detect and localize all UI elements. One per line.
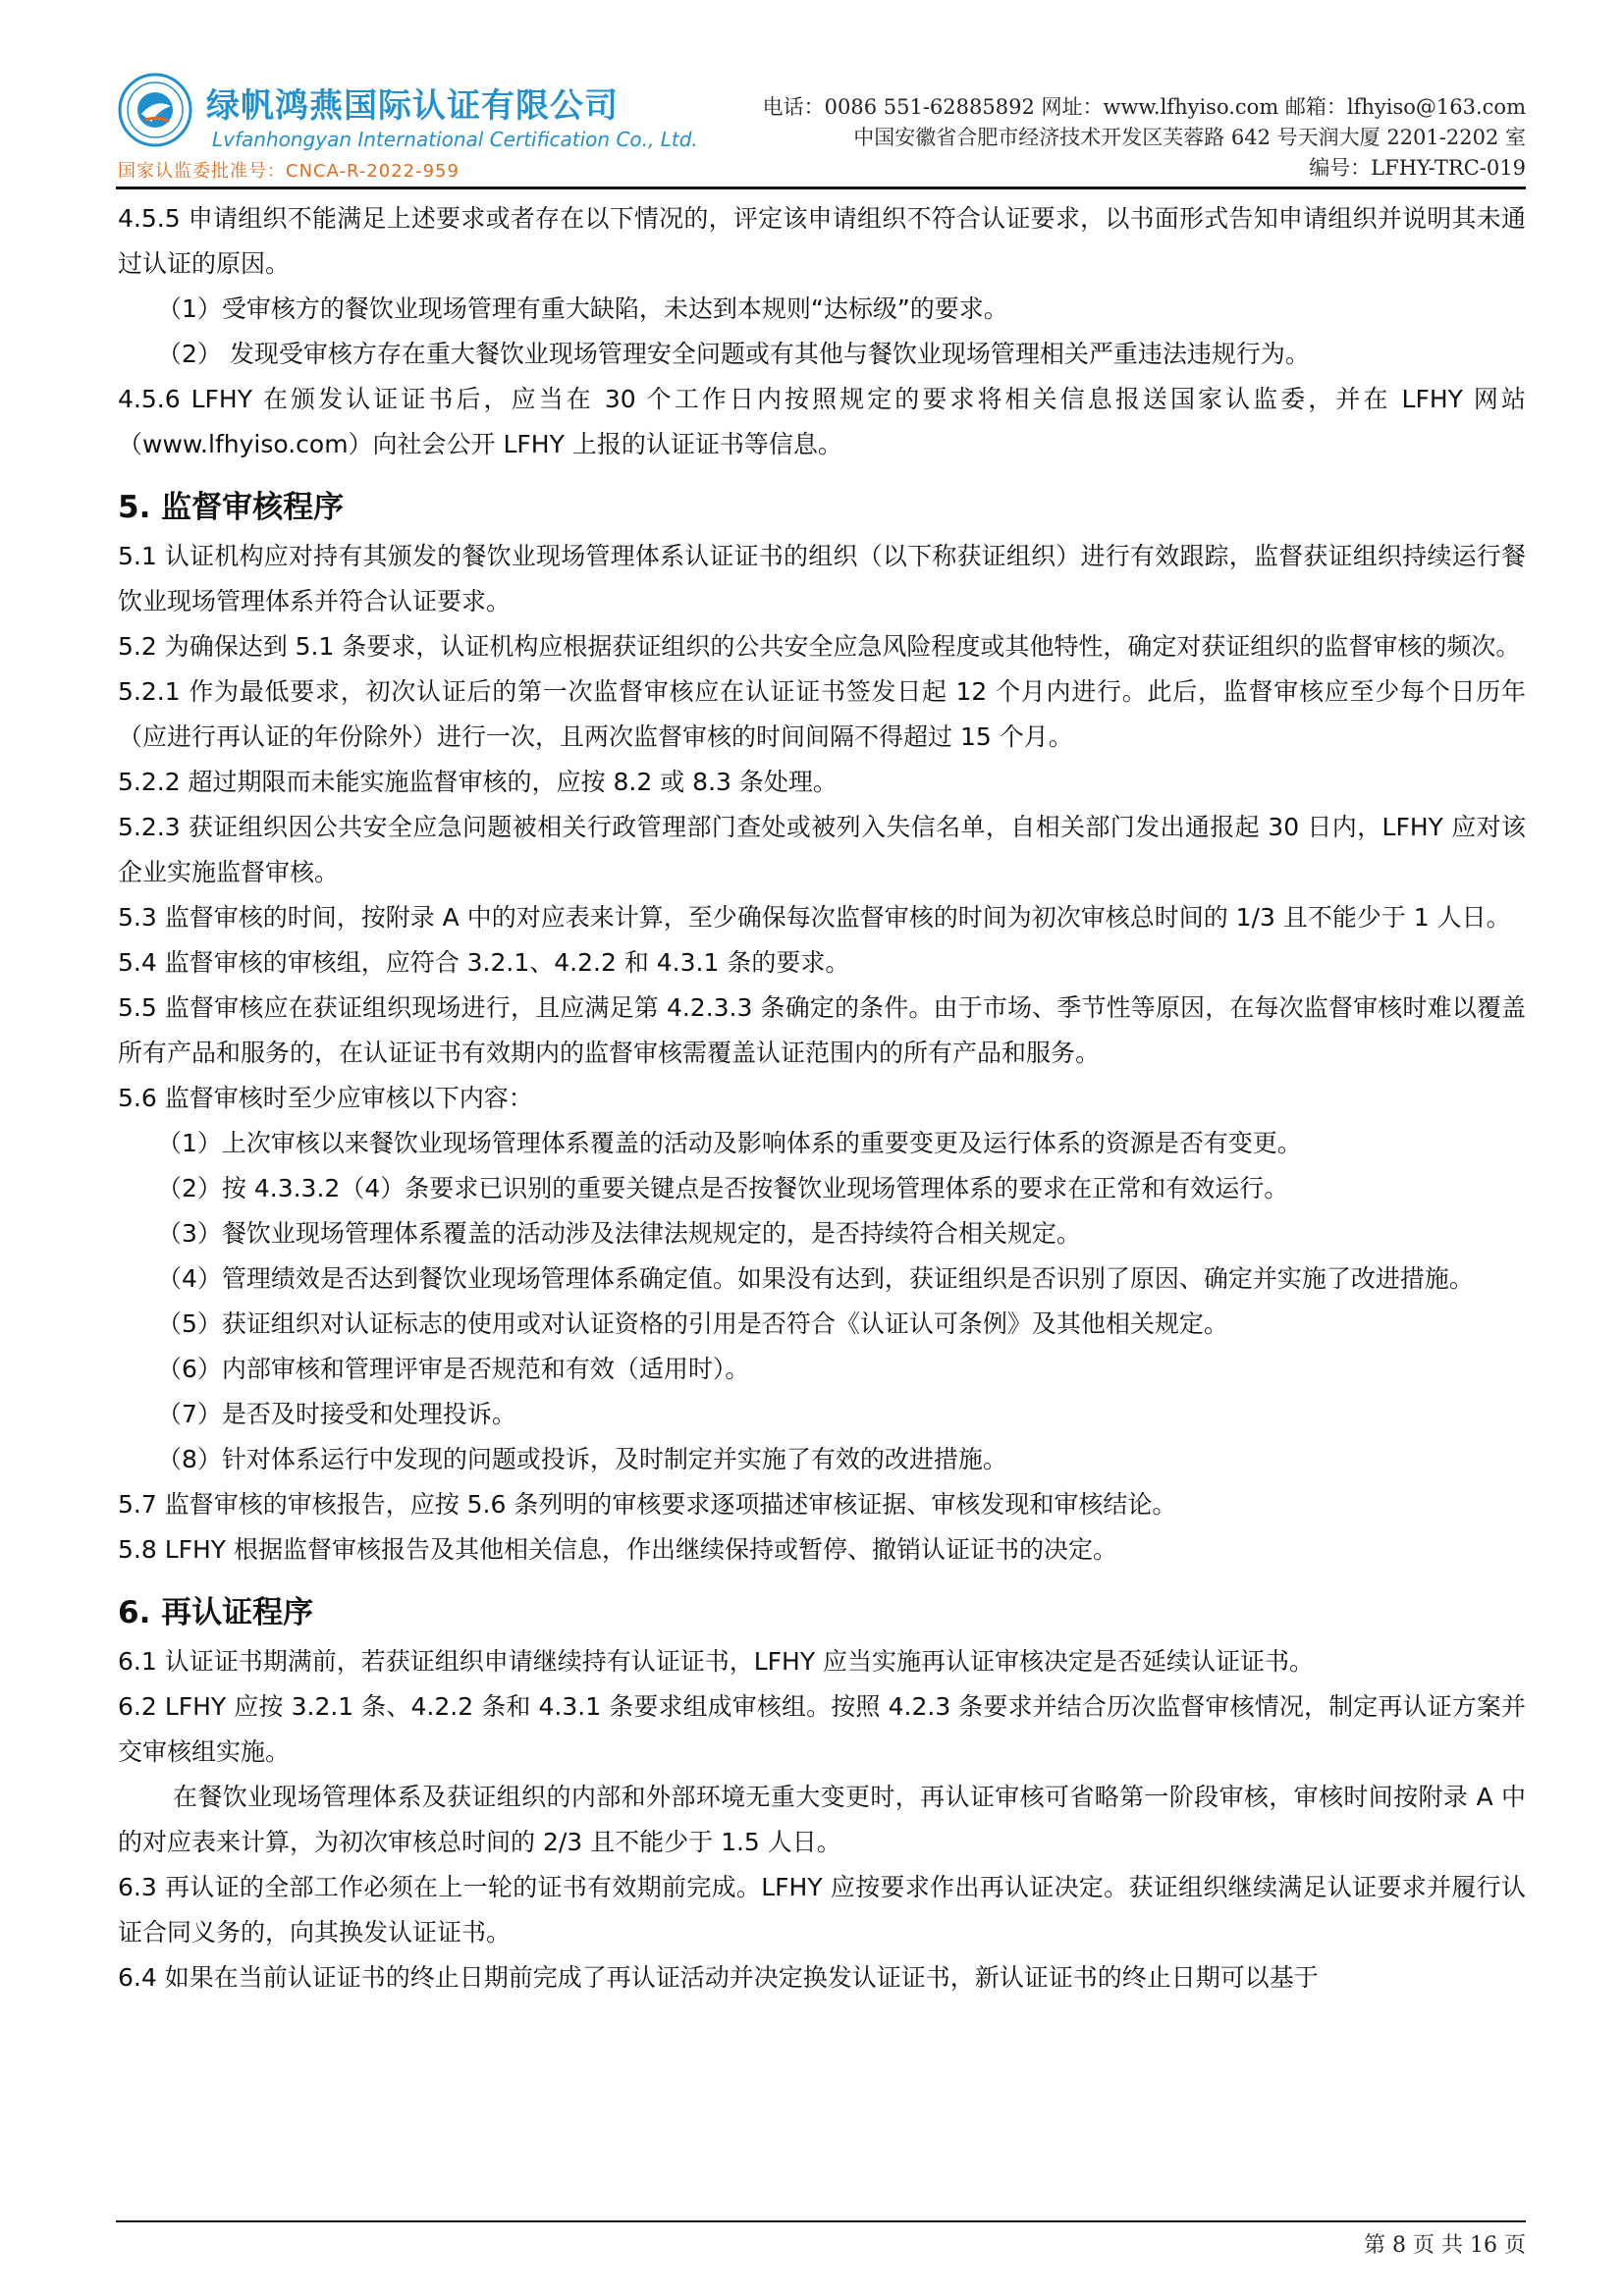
paragraph-5-2-2: 5.2.2 超过期限而未能实施监督审核的，应按 8.2 或 8.3 条处理。	[118, 768, 838, 796]
list-item: （1）上次审核以来餐饮业现场管理体系覆盖的活动及影响体系的重要变更及运行体系的资源是否有变更。	[157, 1129, 1302, 1157]
list-item: （7）是否及时接受和处理投诉。	[157, 1400, 516, 1428]
paragraph-5-2-3: 5.2.3 获证组织因公共安全应急问题被相关行政管理部门查处或被列入失信名单，自相关部门发出通报起 30 日内，LFHY 应对该企业实施监督审核。	[118, 813, 1526, 886]
paragraph-6-2-continued: 在餐饮业现场管理体系及获证组织的内部和外部环境无重大变更时，再认证审核可省略第一阶段审核，审核时间按附录 A 中的对应表来计算，为初次审核总时间的 2/3 且不能少于 1.5 人日。	[118, 1783, 1526, 1856]
company-name-en: Lvfanhongyan International Certification Co., Ltd.	[212, 128, 698, 151]
paragraph-5-6: 5.6 监督审核时至少应审核以下内容：	[118, 1084, 533, 1112]
paragraph-6-3: 6.3 再认证的全部工作必须在上一轮的证书有效期前完成。LFHY 应按要求作出再认证决定。获证组织继续满足认证要求并履行认证合同义务的，向其换发认证证书。	[118, 1873, 1526, 1947]
list-item: （5）获证组织对认证标志的使用或对认证资格的引用是否符合《认证认可条例》及其他相关规定。	[157, 1309, 1228, 1338]
paragraph-5-4: 5.4 监督审核的审核组，应符合 3.2.1、4.2.2 和 4.3.1 条的要求。	[118, 948, 850, 977]
list-item: （2）按 4.3.3.2（4）条要求已识别的重要关键点是否按餐饮业现场管理体系的要求在正常和有效运行。	[157, 1174, 1289, 1202]
list-item: （1）受审核方的餐饮业现场管理有重大缺陷，未达到本规则“达标级”的要求。	[157, 294, 1008, 323]
paragraph-6-4: 6.4 如果在当前认证证书的终止日期前完成了再认证活动并决定换发认证证书，新认证证书的终止日期可以基于	[118, 1963, 1319, 1992]
list-item: （2） 发现受审核方存在重大餐饮业现场管理安全问题或有其他与餐饮业现场管理相关严重违法违规行为。	[157, 340, 1310, 368]
section-heading-5: 5. 监督审核程序	[118, 490, 345, 525]
paragraph-5-1: 5.1 认证机构应对持有其颁发的餐饮业现场管理体系认证证书的组织（以下称获证组织）进行有效跟踪，监督获证组织持续运行餐饮业现场管理体系并符合认证要求。	[118, 542, 1526, 615]
header-contact-block	[763, 92, 1526, 184]
list-item: （3）餐饮业现场管理体系覆盖的活动涉及法律法规规定的，是否持续符合相关规定。	[157, 1219, 1081, 1248]
paragraph-4-5-5: 4.5.5 申请组织不能满足上述要求或者存在以下情况的，评定该申请组织不符合认证要求，以书面形式告知申请组织并说明其未通过认证的原因。	[118, 204, 1527, 278]
page-number: 第 8 页 共 16 页	[1364, 2233, 1526, 2258]
paragraph-5-5: 5.5 监督审核应在获证组织现场进行，且应满足第 4.2.3.3 条确定的条件。由于市场、季节性等原因，在每次监督审核时难以覆盖所有产品和服务的，在认证证书有效期内的监督审核需覆盖认证范围内的所有产品和服务。	[118, 993, 1526, 1067]
company-name-cn: 绿帆鸿燕国际认证有限公司	[206, 86, 619, 126]
list-item: （8）针对体系运行中发现的问题或投诉，及时制定并实施了有效的改进措施。	[157, 1445, 1007, 1473]
paragraph-5-2: 5.2 为确保达到 5.1 条要求，认证机构应根据获证组织的公共安全应急风险程度或其他特性，确定对获证组织的监督审核的频次。	[118, 632, 1521, 661]
header-divider	[116, 187, 1526, 189]
list-item: （6）内部审核和管理评审是否规范和有效（适用时）。	[157, 1355, 750, 1383]
paragraph-5-2-1: 5.2.1 作为最低要求，初次认证后的第一次监督审核应在认证证书签发日起 12 个月内进行。此后，监督审核应至少每个日历年（应进行再认证的年份除外）进行一次，且两次监督审核的时间间隔不得超过 15 个月。	[118, 677, 1526, 751]
paragraph-6-1: 6.1 认证证书期满前，若获证组织申请继续持有认证证书，LFHY 应当实施再认证审核决定是否延续认证证书。	[118, 1647, 1315, 1676]
company-logo-icon	[116, 71, 194, 149]
approval-number: 国家认监委批准号：CNCA-R-2022-959	[118, 161, 460, 182]
document-number: 编号：LFHY-TRC-019	[1309, 156, 1526, 180]
document-body	[118, 196, 1526, 2001]
paragraph-5-7: 5.7 监督审核的审核报告，应按 5.6 条列明的审核要求逐项描述审核证据、审核发现和审核结论。	[118, 1490, 1177, 1519]
contact-line: 电话：0086 551-62885892 网址：www.lfhyiso.com 邮箱：lfhyiso@163.com	[762, 95, 1526, 119]
list-item: （4）管理绩效是否达到餐饮业现场管理体系确定值。如果没有达到，获证组织是否识别了原因、确定并实施了改进措施。	[157, 1264, 1474, 1293]
paragraph-6-2: 6.2 LFHY 应按 3.2.1 条、4.2.2 条和 4.3.1 条要求组成审核组。按照 4.2.3 条要求并结合历次监督审核情况，制定再认证方案并交审核组实施。	[118, 1692, 1526, 1766]
paragraph-5-8: 5.8 LFHY 根据监督审核报告及其他相关信息，作出继续保持或暂停、撤销认证证书的决定。	[118, 1535, 1118, 1564]
address-line: 中国安徽省合肥市经济技术开发区芙蓉路 642 号天润大厦 2201-2202 室	[853, 126, 1526, 149]
paragraph-4-5-6: 4.5.6 LFHY 在颁发认证证书后，应当在 30 个工作日内按照规定的要求将相关信息报送国家认监委，并在 LFHY 网站（www.lfhyiso.com）向社会公开 LFHY 上报的认证证书等信息。	[118, 385, 1526, 458]
footer-divider	[116, 2220, 1526, 2222]
paragraph-5-3: 5.3 监督审核的时间，按附录 A 中的对应表来计算，至少确保每次监督审核的时间为初次审核总时间的 1/3 且不能少于 1 人日。	[118, 903, 1511, 932]
section-heading-6: 6. 再认证程序	[118, 1595, 314, 1630]
